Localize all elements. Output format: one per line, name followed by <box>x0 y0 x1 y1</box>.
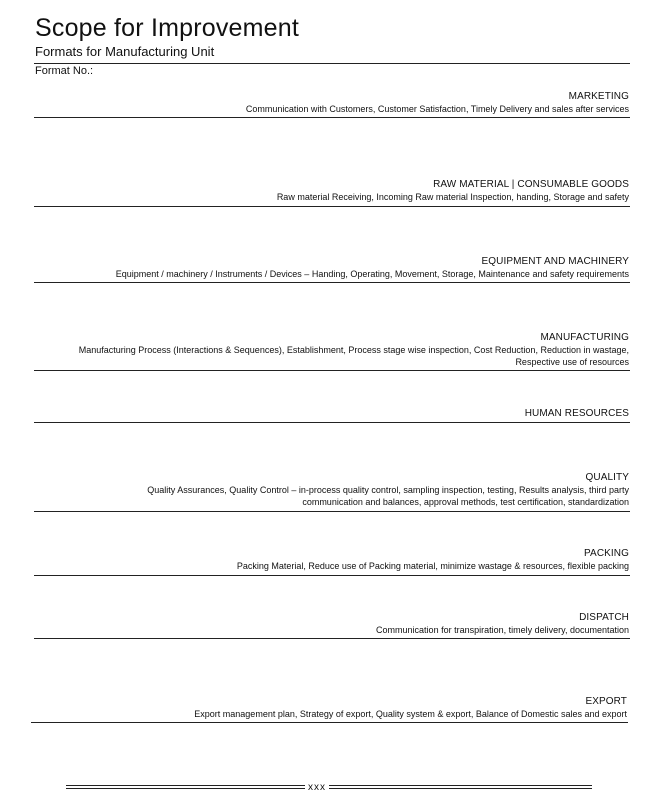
section-packing <box>237 547 629 572</box>
section-description: Raw material Receiving, Incoming Raw material Inspection, handing, Storage and safety <box>276 192 629 202</box>
format-number-label: Format No.: <box>35 65 94 77</box>
section-title: QUALITY <box>585 472 629 483</box>
section-human-resources <box>525 407 629 420</box>
section-divider <box>34 422 630 423</box>
section-marketing <box>246 90 629 115</box>
section-title: MARKETING <box>568 91 629 102</box>
section-description: Respective use of resources <box>515 357 629 367</box>
section-title: EXPORT <box>585 696 627 707</box>
section-title: HUMAN RESOURCES <box>524 408 629 419</box>
section-title: MANUFACTURING <box>540 332 629 343</box>
section-divider <box>34 282 630 283</box>
footer-end-mark: xxx <box>308 782 326 793</box>
section-description: Packing Material, Reduce use of Packing material, minimize wastage & resources, flexible packing <box>236 561 629 571</box>
page-title: Scope for Improvement <box>35 14 300 42</box>
section-description: Manufacturing Process (Interactions & Sequences), Establishment, Process stage wise inspection, Cost Reduction, Reduction in wastage, <box>78 345 629 355</box>
section-raw-material <box>277 178 629 203</box>
section-dispatch <box>376 611 629 636</box>
section-title: DISPATCH <box>579 612 629 623</box>
section-divider <box>34 206 630 207</box>
section-divider <box>34 511 630 512</box>
section-equipment-machinery <box>116 255 629 280</box>
page-subtitle: Formats for Manufacturing Unit <box>35 44 215 59</box>
section-divider <box>34 638 630 639</box>
section-description: Quality Assurances, Quality Control – in-process quality control, sampling inspection, testing, Results analysis, third party <box>147 485 629 495</box>
footer-double-rule-right <box>329 785 592 789</box>
section-quality <box>147 471 629 508</box>
section-title: RAW MATERIAL | CONSUMABLE GOODS <box>433 179 629 190</box>
section-export <box>194 695 627 720</box>
section-divider <box>34 370 630 371</box>
section-description: Communication for transpiration, timely delivery, documentation <box>376 625 629 635</box>
header-divider <box>34 63 630 64</box>
page-footer <box>66 781 592 795</box>
footer-double-rule-left <box>66 785 305 789</box>
section-manufacturing <box>79 331 629 368</box>
section-divider <box>34 117 630 118</box>
section-title: EQUIPMENT AND MACHINERY <box>481 256 629 267</box>
section-description: Export management plan, Strategy of export, Quality system & export, Balance of Domestic sales and export <box>194 709 627 719</box>
section-divider <box>31 722 628 723</box>
section-divider <box>34 575 630 576</box>
section-description: Communication with Customers, Customer Satisfaction, Timely Delivery and sales after services <box>245 104 629 114</box>
section-description: Equipment / machinery / Instruments / Devices – Handing, Operating, Movement, Storage, Maintenance and safety requirements <box>115 269 629 279</box>
section-title: PACKING <box>584 548 629 559</box>
section-description: communication and balances, approval methods, test certification, standardization <box>302 497 629 507</box>
